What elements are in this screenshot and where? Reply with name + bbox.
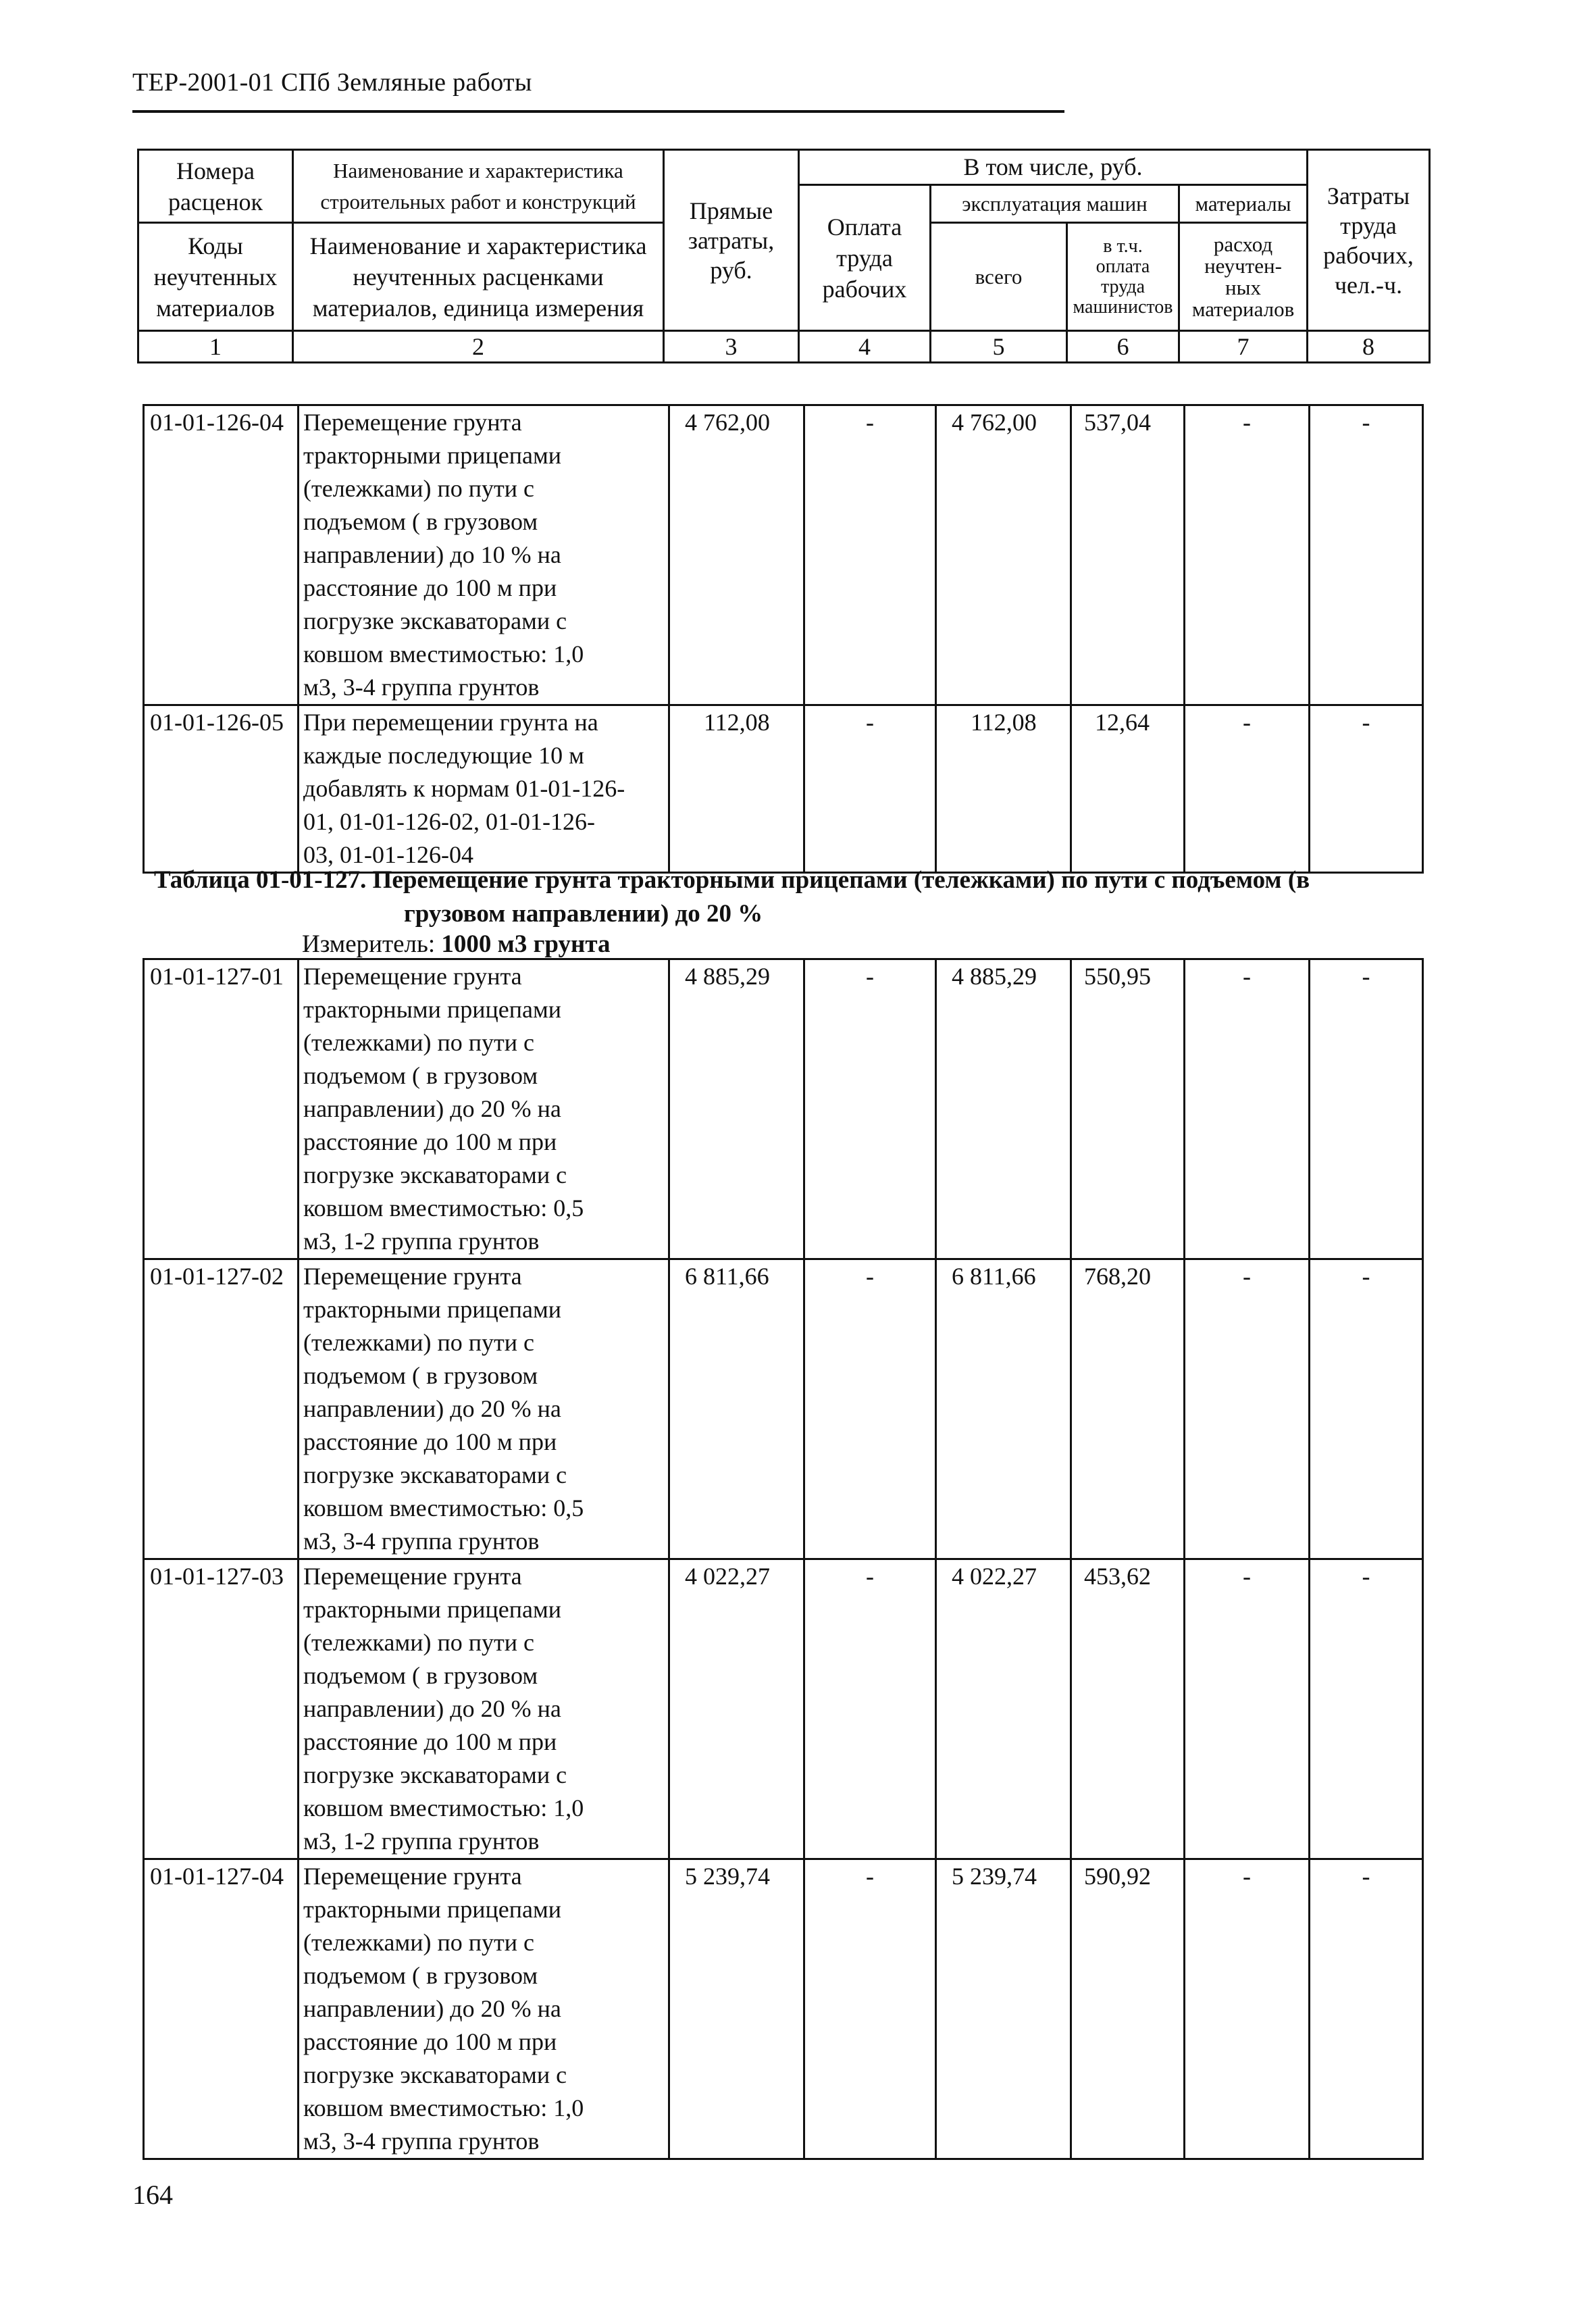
column-number: 6 bbox=[1067, 331, 1179, 363]
rate-description: Перемещение грунта тракторными прицепами (тележками) по пути с подъемом ( в грузовом направлении) до 20 % на расстояние до 100 м при погрузке экскаваторами с ковшом вместимостью: 1,0 м3, 3-4 группа грунтов bbox=[299, 1859, 669, 2159]
worker-pay: - bbox=[804, 1559, 936, 1859]
table-caption-line: Таблица 01-01-127. Перемещение грунта тракторными прицепами (тележками) по пути с подъемом (в bbox=[154, 866, 1310, 894]
column-number: 3 bbox=[664, 331, 799, 363]
direct-costs: 5 239,74 bbox=[669, 1859, 804, 2159]
labor-hours: - bbox=[1310, 1559, 1423, 1859]
rate-description: Перемещение грунта тракторными прицепами (тележками) по пути с подъемом ( в грузовом направлении) до 20 % на расстояние до 100 м при погрузке экскаваторами с ковшом вместимостью: 0,5 м3, 1-2 группа грунтов bbox=[299, 959, 669, 1259]
operator-pay: 550,95 bbox=[1071, 959, 1185, 1259]
rate-code: 01-01-127-04 bbox=[144, 1859, 299, 2159]
table-caption bbox=[154, 863, 1424, 931]
table-row bbox=[144, 1859, 1423, 2159]
machines-total: 6 811,66 bbox=[936, 1259, 1071, 1559]
header-work-name: Наименование и характеристика строительных работ и конструкций bbox=[293, 150, 664, 223]
header-machines-total: всего bbox=[931, 223, 1067, 331]
operator-pay: 453,62 bbox=[1071, 1559, 1185, 1859]
table-row bbox=[144, 1259, 1423, 1559]
rate-description: Перемещение грунта тракторными прицепами (тележками) по пути с подъемом ( в грузовом направлении) до 20 % на расстояние до 100 м при погрузке экскаваторами с ковшом вместимостью: 0,5 м3, 3-4 группа грунтов bbox=[299, 1259, 669, 1559]
header-rate-numbers: Номера расценок bbox=[138, 150, 293, 223]
labor-hours: - bbox=[1310, 705, 1423, 873]
labor-hours: - bbox=[1310, 1259, 1423, 1559]
rate-code: 01-01-126-04 bbox=[144, 405, 299, 705]
column-number: 4 bbox=[799, 331, 931, 363]
column-number: 8 bbox=[1308, 331, 1430, 363]
material-usage: - bbox=[1185, 1859, 1310, 2159]
column-number: 5 bbox=[931, 331, 1067, 363]
header-direct-costs: Прямые затраты, руб. bbox=[664, 150, 799, 331]
material-usage: - bbox=[1185, 1559, 1310, 1859]
unit-of-measure bbox=[302, 930, 610, 959]
table-row bbox=[144, 405, 1423, 705]
direct-costs: 4 022,27 bbox=[669, 1559, 804, 1859]
column-header-grid bbox=[137, 149, 1431, 363]
machines-total: 4 762,00 bbox=[936, 405, 1071, 705]
worker-pay: - bbox=[804, 1859, 936, 2159]
header-machine-operation: эксплуатация машин bbox=[931, 185, 1179, 223]
table-caption-line: грузовом направлении) до 20 % bbox=[404, 900, 763, 928]
rates-table-126 bbox=[143, 404, 1424, 874]
table-row bbox=[144, 1559, 1423, 1859]
rate-description: Перемещение грунта тракторными прицепами (тележками) по пути с подъемом ( в грузовом направлении) до 10 % на расстояние до 100 м при погрузке экскаваторами с ковшом вместимостью: 1,0 м3, 3-4 группа грунтов bbox=[299, 405, 669, 705]
header-worker-pay: Оплата труда рабочих bbox=[799, 185, 931, 331]
material-usage: - bbox=[1185, 405, 1310, 705]
labor-hours: - bbox=[1310, 405, 1423, 705]
column-number: 2 bbox=[293, 331, 664, 363]
material-usage: - bbox=[1185, 705, 1310, 873]
operator-pay: 537,04 bbox=[1071, 405, 1185, 705]
worker-pay: - bbox=[804, 959, 936, 1259]
header-material-name: Наименование и характеристика неучтенных расценками материалов, единица измерения bbox=[293, 223, 664, 331]
operator-pay: 12,64 bbox=[1071, 705, 1185, 873]
machines-total: 112,08 bbox=[936, 705, 1071, 873]
operator-pay: 768,20 bbox=[1071, 1259, 1185, 1559]
header-material-usage: расход неучтен- ных материалов bbox=[1179, 223, 1308, 331]
worker-pay: - bbox=[804, 1259, 936, 1559]
measure-value: 1000 м3 грунта bbox=[441, 930, 611, 958]
rate-code: 01-01-127-02 bbox=[144, 1259, 299, 1559]
column-number: 7 bbox=[1179, 331, 1308, 363]
measure-label: Измеритель: bbox=[302, 930, 442, 958]
direct-costs: 112,08 bbox=[669, 705, 804, 873]
machines-total: 4 022,27 bbox=[936, 1559, 1071, 1859]
machines-total: 5 239,74 bbox=[936, 1859, 1071, 2159]
material-usage: - bbox=[1185, 959, 1310, 1259]
rate-description: Перемещение грунта тракторными прицепами (тележками) по пути с подъемом ( в грузовом направлении) до 20 % на расстояние до 100 м при погрузке экскаваторами с ковшом вместимостью: 1,0 м3, 1-2 группа грунтов bbox=[299, 1559, 669, 1859]
column-number: 1 bbox=[138, 331, 293, 363]
direct-costs: 4 762,00 bbox=[669, 405, 804, 705]
header-operator-pay: в т.ч. оплата труда машинистов bbox=[1067, 223, 1179, 331]
rate-code: 01-01-127-01 bbox=[144, 959, 299, 1259]
header-materials: материалы bbox=[1179, 185, 1308, 223]
header-labor-hours: Затраты труда рабочих, чел.-ч. bbox=[1308, 150, 1430, 331]
table-row bbox=[144, 705, 1423, 873]
header-including-group: В том числе, руб. bbox=[799, 150, 1308, 185]
running-header: ТЕР-2001-01 СПб Земляные работы bbox=[132, 68, 532, 97]
machines-total: 4 885,29 bbox=[936, 959, 1071, 1259]
rates-table-127 bbox=[143, 958, 1424, 2160]
header-rate-codes: Коды неучтенных материалов bbox=[138, 223, 293, 331]
table-row bbox=[144, 959, 1423, 1259]
rate-code: 01-01-127-03 bbox=[144, 1559, 299, 1859]
direct-costs: 4 885,29 bbox=[669, 959, 804, 1259]
worker-pay: - bbox=[804, 705, 936, 873]
material-usage: - bbox=[1185, 1259, 1310, 1559]
worker-pay: - bbox=[804, 405, 936, 705]
operator-pay: 590,92 bbox=[1071, 1859, 1185, 2159]
header-rule bbox=[132, 110, 1064, 113]
rate-description: При перемещении грунта на каждые последующие 10 м добавлять к нормам 01-01-126- 01, 01-01-126-02, 01-01-126- 03, 01-01-126-04 bbox=[299, 705, 669, 873]
labor-hours: - bbox=[1310, 1859, 1423, 2159]
direct-costs: 6 811,66 bbox=[669, 1259, 804, 1559]
labor-hours: - bbox=[1310, 959, 1423, 1259]
rate-code: 01-01-126-05 bbox=[144, 705, 299, 873]
page-number: 164 bbox=[132, 2180, 173, 2210]
